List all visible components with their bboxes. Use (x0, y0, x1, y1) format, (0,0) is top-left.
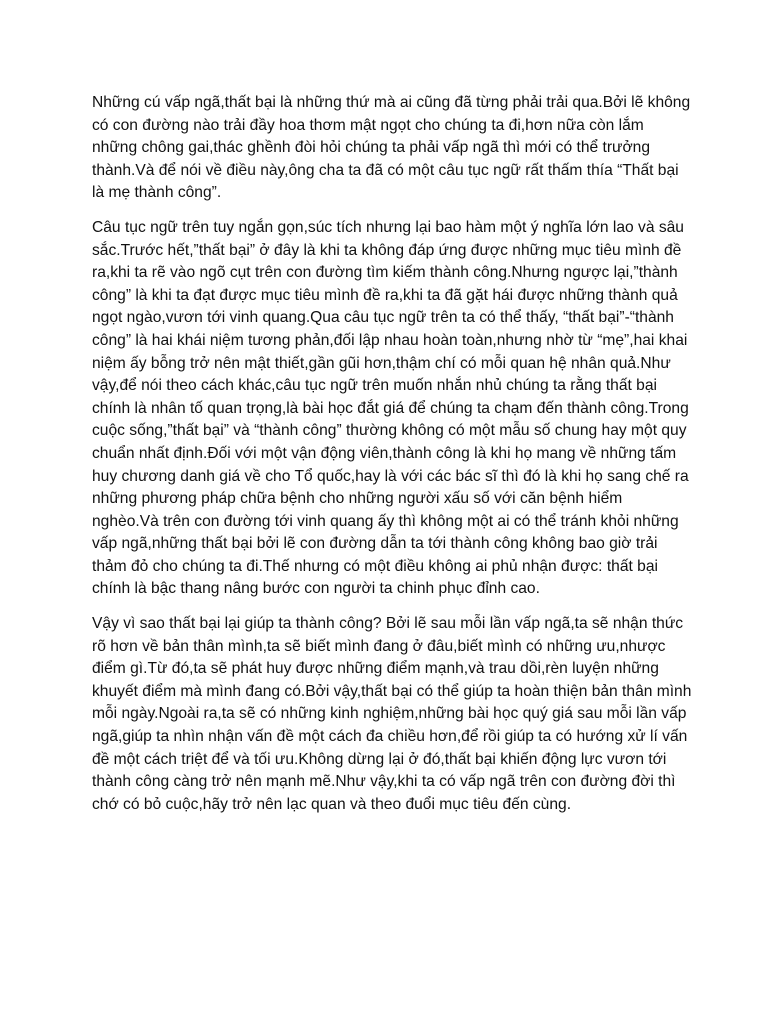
paragraph-2: Câu tục ngữ trên tuy ngắn gọn,súc tích nhưng lại bao hàm một ý nghĩa lớn lao và sâu sắc.Trước hết,”thất bại” ở đây là khi ta không đáp ứng được những mục tiêu mình đề ra,khi ta rẽ vào ngõ cụt trên con đường tìm kiếm thành công.Nhưng ngược lại,”thành công” là khi ta đạt được mục tiêu mình đề ra,khi ta đã gặt hái được những thành quả ngọt ngào,vươn tới vinh quang.Qua câu tục ngữ trên ta có thể thấy, “thất bại”-“thành công” là hai khái niệm tương phản,đối lập nhau hoàn toàn,nhưng nhờ từ “mẹ”,hai khai niệm ấy bỗng trở nên mật thiết,gần gũi hơn,thậm chí có mỗi quan hệ nhân quả.Như vậy,để nói theo cách khác,câu tục ngữ trên muốn nhắn nhủ chúng ta rằng thất bại chính là nhân tố quan trọng,là bài học đắt giá để chúng ta chạm đến thành công.Trong cuộc sống,”thất bại” và “thành công” thường không có một mẫu số chung hay một quy chuẩn nhất định.Đối với một vận động viên,thành công là khi họ mang về những tấm huy chương danh giá về cho Tổ quốc,hay là với các bác sĩ thì đó là khi họ sang chế ra những phương pháp chữa bệnh cho những người xấu số với căn bệnh hiểm nghèo.Và trên con đường tới vinh quang ấy thì không một ai có thể tránh khỏi những vấp ngã,những thất bại bởi lẽ con đường dẫn ta tới thành công không bao giờ trải thảm đỏ cho chúng ta đi.Thế nhưng có một điều không ai phủ nhận được: thất bại chính là bậc thang nâng bước con người ta chinh phục đỉnh cao. (92, 218, 689, 598)
document-body (92, 92, 692, 816)
paragraph-1: Những cú vấp ngã,thất bại là những thứ mà ai cũng đã từng phải trải qua.Bởi lẽ không có con đường nào trải đầy hoa thơm mật ngọt cho chúng ta đi,hơn nữa còn lắm những chông gai,thác ghềnh đòi hỏi chúng ta phải vấp ngã thì mới có thể trưởng thành.Và để nói về điều này,ông cha ta đã có một câu tục ngữ rất thấm thía “Thất bại là mẹ thành công”. (92, 94, 691, 202)
paragraph-3: Vậy vì sao thất bại lại giúp ta thành công? Bởi lẽ sau mỗi lần vấp ngã,ta sẽ nhận thức rõ hơn về bản thân mình,ta sẽ biết mình đang ở đâu,biết mình có những ưu,nhược điểm gì.Từ đó,ta sẽ phát huy được những điểm mạnh,và trau dồi,rèn luyện những khuyết điểm mà mình đang có.Bởi vậy,thất bại có thể giúp ta hoàn thiện bản thân mình mỗi ngày.Ngoài ra,ta sẽ có những kinh nghiệm,những bài học quý giá sau mỗi lần vấp ngã,giúp ta nhìn nhận vấn đề một cách đa chiều hơn,để rồi giúp ta có hướng xử lí vấn đề một cách triệt để và tối ưu.Không dừng lại ở đó,thất bại khiến động lực vươn tới thành công càng trở nên mạnh mẽ.Như vậy,khi ta có vấp ngã trên con đường đời thì chớ có bỏ cuộc,hãy trở nên lạc quan và theo đuổi mục tiêu đến cùng. (92, 615, 692, 813)
